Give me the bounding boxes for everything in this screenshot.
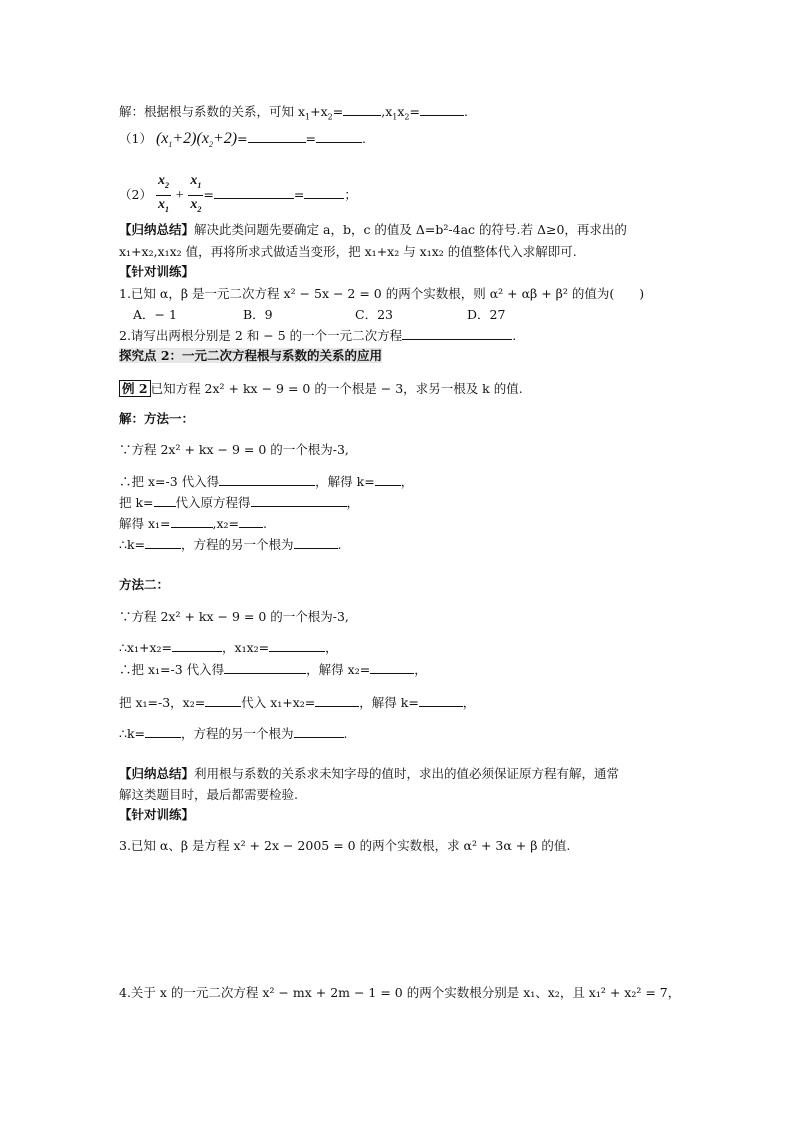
summary-1 [119, 222, 627, 238]
blank[interactable] [316, 130, 362, 143]
blank[interactable] [304, 186, 344, 199]
text: ， [346, 495, 360, 510]
text: 解：根据根与系数的关系，可知 x [119, 104, 306, 119]
text: 3.已知 α、β 是方程 x² + 2x − 2005 = 0 的两个实数根，求 α² + 3α + β 的值. [119, 838, 571, 853]
line-3: （2） $\frac{x_2}{x_1}$ + $\frac{x_1}{x_2}$ = = ； [119, 172, 357, 219]
example-2 [119, 381, 523, 397]
method-1-line-e [119, 536, 342, 553]
text: 把 k= [119, 495, 154, 510]
method-2-line-a [119, 609, 349, 625]
blank[interactable] [269, 639, 325, 652]
text: +x [310, 104, 328, 119]
blank[interactable] [171, 515, 213, 528]
text: . [343, 726, 348, 741]
blank[interactable] [251, 494, 347, 507]
text: 已知方程 2x² + kx − 9 = 0 的一个根是 − 3，求另一根及 k 的值. [150, 381, 523, 396]
fraction: $\frac{x_1}{x_2}$ [190, 173, 202, 214]
method-2-heading: 方法二： [119, 577, 170, 592]
option[interactable]: C．23 [355, 307, 393, 322]
summary-2 [119, 766, 619, 782]
text: ,x₂= [212, 516, 240, 531]
line-1: 解：根据根与系数的关系，可知 $x_1+x_2= ,x_1x_2=$ . [119, 104, 468, 122]
blank[interactable] [145, 725, 181, 738]
option[interactable]: B．9 [243, 307, 273, 322]
text: 利用根与系数的关系求未知字母的值时，求出的值必须保证原方程有解，通常 [194, 766, 620, 781]
blank[interactable] [145, 536, 181, 549]
blank[interactable] [248, 130, 306, 143]
blank[interactable] [420, 103, 464, 116]
text: 2.请写出两根分别是 2 和 − 5 的一个一元二次方程 [119, 328, 403, 343]
text: ，解得 k= [359, 695, 419, 710]
text: = [237, 131, 248, 146]
text: ； [344, 186, 357, 202]
text: ， [462, 695, 476, 710]
option[interactable]: A．− 1 [133, 307, 177, 322]
text: = [332, 104, 344, 119]
method-2-line-e [119, 725, 348, 742]
text: = [203, 186, 214, 202]
blank[interactable] [224, 661, 306, 674]
heading: 【归纳总结】 [119, 766, 195, 781]
section-heading [119, 348, 382, 364]
text: 解这类题目时，最后都需要检验. [119, 787, 298, 802]
text: ∴k= [119, 537, 146, 552]
method-1-line-a [119, 442, 349, 458]
text: 代入 x₁+x₂= [241, 695, 316, 710]
text: ， [400, 474, 414, 489]
label: （2） [119, 186, 152, 202]
text: ,x [381, 104, 393, 119]
text: ∴把 x=-3 代入得 [119, 474, 220, 489]
blank[interactable] [294, 536, 338, 549]
method-2-line-c [119, 661, 427, 678]
method-2-line-b [119, 639, 338, 656]
method-1-line-b [119, 473, 413, 490]
summary-1-line-2 [119, 244, 577, 260]
section-title: 探究点 2：一元二次方程根与系数的关系的应用 [119, 348, 383, 363]
text: = [293, 186, 305, 202]
method-2-line-d [119, 694, 475, 711]
text: ，方程的另一个根为 [181, 537, 294, 552]
text: x [397, 104, 405, 119]
question-1-options [133, 307, 505, 323]
text: . [464, 104, 468, 119]
text: ，解得 x₂= [306, 662, 371, 677]
text: ∴把 x₁=-3 代入得 [119, 662, 225, 677]
blank[interactable] [219, 473, 315, 486]
math-expression: $(x_1+2)(x_2+2)$ [155, 130, 238, 150]
text: ∵方程 2x² + kx − 9 = 0 的一个根为-3, [119, 442, 349, 457]
blank[interactable] [343, 103, 381, 116]
text: . [362, 131, 367, 146]
text: 把 x₁=-3，x₂= [119, 695, 206, 710]
question-2 [119, 327, 516, 344]
blank[interactable] [239, 515, 263, 528]
text: ，x₁x₂= [222, 640, 270, 655]
line-2 [119, 130, 366, 153]
text: 代入原方程得 [175, 495, 251, 510]
text: 1.已知 α，β 是一元二次方程 x² − 5x − 2 = 0 的两个实数根，则 α² + αβ + β² 的值为( ) [119, 286, 645, 301]
blank[interactable] [205, 694, 241, 707]
text: ∴k= [119, 726, 146, 741]
option[interactable]: D．27 [467, 307, 506, 322]
text: ，解得 k= [315, 474, 375, 489]
question-1 [119, 286, 644, 302]
blank[interactable] [419, 694, 463, 707]
summary-2-line-2 [119, 787, 298, 803]
training-heading: 【针对训练】 [119, 264, 195, 279]
blank[interactable] [402, 327, 512, 340]
text: = [409, 104, 420, 119]
blank[interactable] [294, 725, 344, 738]
blank[interactable] [172, 639, 222, 652]
text: . [263, 516, 268, 531]
heading: 【归纳总结】 [119, 222, 195, 237]
fraction: $\frac{x_2}{x_1}$ [157, 173, 169, 214]
text: . [512, 328, 517, 343]
training-heading-2: 【针对训练】 [119, 807, 195, 822]
example-tag: 例 2 [119, 380, 151, 397]
label: （1） [119, 131, 152, 146]
method-1-line-d [119, 515, 267, 532]
method-1-line-c [119, 494, 359, 511]
text: ∴x₁+x₂= [119, 640, 173, 655]
blank[interactable] [154, 494, 176, 507]
method-1-heading: 解：方法一： [119, 411, 195, 426]
text: ∵方程 2x² + kx − 9 = 0 的一个根为-3, [119, 609, 349, 624]
text: . [337, 537, 342, 552]
text: x₁+x₂,x₁x₂ 值，再将所求式做适当变形，把 x₁+x₂ 与 x₁x₂ 的值整体代入求解即可. [119, 244, 577, 259]
blank[interactable] [375, 473, 401, 486]
text: ， [414, 662, 427, 677]
text: 解决此类问题先要确定 a，b，c 的值及 Δ=b²-4ac 的符号.若 Δ≥0，再求出的 [194, 222, 627, 237]
text: 解得 x₁= [119, 516, 171, 531]
text: 4.关于 x 的一元二次方程 x² − mx + 2m − 1 = 0 的两个实数根分别是 x₁、x₂，且 x₁² + x₂² = 7， [119, 985, 681, 1000]
text: ， [325, 640, 338, 655]
blank[interactable] [370, 661, 414, 674]
blank[interactable] [315, 694, 359, 707]
text: ，方程的另一个根为 [181, 726, 294, 741]
question-3 [119, 838, 570, 854]
question-4 [119, 985, 680, 1001]
blank[interactable] [214, 186, 294, 199]
text: = [305, 131, 317, 146]
